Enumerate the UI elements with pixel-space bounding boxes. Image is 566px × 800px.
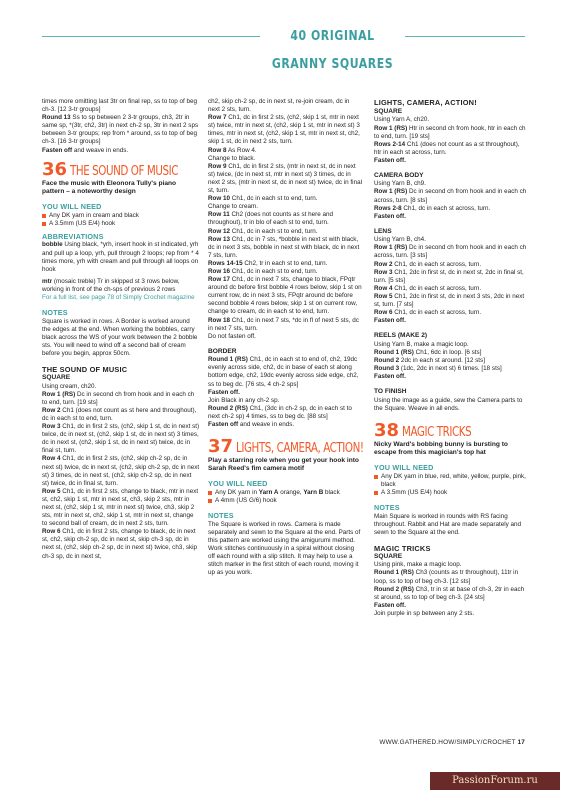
instructions	[208, 98, 362, 341]
step-label: Row 3	[42, 423, 61, 431]
step-label: Row 6	[374, 309, 393, 317]
step-label: Row 1 (RS)	[374, 244, 408, 252]
header-rule-right	[405, 36, 525, 37]
instruction-row	[42, 528, 200, 560]
step-text: Dc in second ch from hook and in each ch across, turn. [3 sts]	[374, 244, 527, 260]
abbr-term: bobble	[42, 241, 63, 249]
section-heading: NOTES	[42, 308, 68, 318]
abbr-def: Using black, *yrh, insert hook in st indicated, yrh and pull up a loop, yrh, pull through 2 loops; rep from * 4 times more, yrh with cream and pull through all loops on hook	[42, 241, 199, 273]
step-label: Row 7	[208, 114, 227, 122]
pattern-intro: Face the music with Eleonora Tully's piano pattern – a noteworthy design	[42, 179, 177, 196]
instruction-row	[208, 163, 362, 195]
list-item-text: Any DK yarn in blue, red, white, yellow, purple, pink, black	[381, 472, 526, 488]
instruction-row	[374, 180, 528, 188]
instruction-row	[374, 373, 528, 381]
instruction-row	[208, 356, 362, 388]
step-text: Ch1, dc in first 2 sts, (ch2, skip ch-2 sp, dc in next st) twice, dc in next st, (ch2, skip ch-2 sp, dc in next st) 3 times, dc in next st, (ch2, skip ch-2 sp, dc in next st) twice, dc in final st, turn.	[42, 455, 200, 487]
reference-link[interactable]: For a full list, see page 78 of Simply Crochet magazine	[42, 294, 195, 301]
step-text: Ch1, dc in first 2 sts, change to black, dc in next st, ch2, skip ch-2 sp, dc in next st, skip ch-3 sp, dc in next st, (ch2, skip ch-2 sp, dc in next st) twice, ch3, skip ch-3 sp, dc in next st,	[42, 528, 198, 560]
pattern-number: 37	[208, 436, 234, 458]
continued-text	[42, 98, 200, 155]
instruction-row	[374, 365, 528, 373]
step-text: Join Black in any ch-2 sp.	[208, 396, 280, 404]
sub-heading: REELS (MAKE 2)	[374, 332, 428, 340]
step-label: Fasten off	[208, 420, 239, 428]
step-text: Ch1, dc in each st to end, turn.	[230, 227, 318, 235]
instruction-row	[374, 236, 528, 244]
instruction-row	[208, 268, 362, 276]
step-label: Round 2 (RS)	[374, 585, 414, 593]
step-label: Row 12	[208, 227, 231, 235]
pattern-number: 36	[42, 158, 68, 180]
section-heading: YOU WILL NEED	[42, 202, 102, 212]
instructions	[42, 383, 200, 561]
bullet-icon	[42, 214, 46, 218]
instruction-row	[374, 213, 528, 221]
instruction-row	[42, 383, 200, 391]
abbr-def: (mosaic treble) Tr in skipped st 3 rows below, working in front of the ch-sps of previous 2 rows	[42, 277, 180, 293]
step-text: Ch3, tr in st at base of ch-3, 2tr in each st around, ss to top of beg ch-3. [24 sts]	[374, 585, 525, 601]
list-item	[42, 212, 200, 220]
text-run: black	[323, 489, 340, 497]
pattern-37-title	[208, 436, 364, 458]
step-text: Ch1, 2dc in first st, dc in next st, 2dc in final st, turn. [5 sts]	[374, 268, 524, 284]
instruction-row	[374, 586, 528, 602]
instruction-row	[374, 317, 528, 325]
step-label: Fasten off.	[208, 388, 240, 396]
instruction-row	[374, 285, 528, 293]
instruction-row	[374, 244, 528, 260]
step-label: Row 5	[42, 487, 61, 495]
sub-heading: CAMERA BODY	[374, 171, 424, 179]
instruction-row	[208, 195, 362, 203]
list-item	[208, 489, 362, 497]
instruction-row	[42, 455, 200, 487]
instruction-row	[208, 397, 362, 405]
step-label: Round 13	[42, 114, 71, 122]
column-3	[374, 98, 528, 618]
step-text: Ch1, 6dc in loop. [6 sts]	[413, 348, 482, 356]
abbreviation	[42, 241, 200, 273]
list-item-text	[215, 489, 340, 497]
step-text: (1dc, 2dc in next st) 6 times. [18 sts]	[399, 364, 502, 372]
pattern-heading: LIGHTS, CAMERA, ACTION!	[374, 98, 477, 107]
step-text: 2dc in each st around. [12 sts]	[399, 356, 485, 364]
instruction-row	[208, 236, 362, 260]
step-text: Ch2, tr in each st to end, turn.	[242, 259, 328, 267]
step-text: Ch1, dc in each st across, turn.	[392, 284, 482, 292]
section-heading: NOTES	[374, 503, 400, 513]
notes-text: Square is worked in rows. A Border is worked around the edges at the end. When working the bobbles, carry black across the WS of your work between the 2 bobble sts. You will need to wind off a second ball of cream before you begin, approx 50cm.	[42, 317, 198, 358]
paragraph: times more omitting last 3tr on final rep, ss to top of beg ch-3. [12 3-tr groups]	[42, 98, 198, 114]
step-text: Ch2 (does not counts as st here and throughout), tr in blo of each st to end, turn.	[208, 211, 333, 227]
step-label: Round 2 (RS)	[208, 404, 248, 412]
sub-heading: LENS	[374, 227, 392, 235]
instruction-row	[374, 157, 528, 165]
instruction-row	[208, 211, 362, 227]
step-text: Ch1, dc in each st across, turn.	[392, 260, 482, 268]
step-label: Row 17	[208, 276, 231, 284]
step-label: Rows 14-15	[208, 259, 243, 267]
step-label: Rows 2-14	[374, 140, 406, 148]
step-label: Row 1 (RS)	[374, 188, 408, 196]
bullet-icon	[374, 491, 378, 495]
border-instructions	[208, 356, 362, 429]
step-label: Round 1 (RS)	[374, 348, 414, 356]
instruction-row	[208, 317, 362, 333]
step-text: Ch1, dc in each st across, turn.	[392, 309, 482, 317]
step-text: and weave in ends.	[72, 146, 129, 154]
step-text: Do not fasten off.	[208, 332, 256, 340]
step-label: Row 11	[208, 211, 230, 219]
page-header	[0, 22, 566, 72]
instruction-row	[208, 421, 362, 429]
step-label: Row 13	[208, 235, 231, 243]
step-label: Fasten off.	[374, 373, 406, 381]
instruction-row	[208, 260, 362, 268]
text-run: Yarn B	[303, 489, 324, 497]
step-text: and weave in ends.	[238, 420, 295, 428]
step-text: Ch1, dc in first 2 sts, (mtr in next st, dc in next st) twice, (dc in next st, mtr in next st) 3 times, dc in next 2 sts, (mtr in next st, dc in next st) twice, dc in final st, turn.	[208, 162, 362, 195]
pattern-intro: Nicky Ward's bobbing bunny is bursting to escape from this magician's top hat	[374, 440, 508, 457]
step-label: Row 6	[42, 528, 61, 536]
paragraph	[42, 147, 200, 155]
step-label: Row 18	[208, 316, 231, 324]
column-2	[208, 98, 362, 578]
instruction-row	[374, 341, 528, 349]
step-label: Fasten off.	[374, 156, 406, 164]
step-text: Ch1, dc in next 7 sts, change to black, FPqtr around dc before first bobble 4 rows below, skip 1 st on current row, dc in next 3 sts, FPqtr around dc before second bobble 4 rows below, skip 1 st on current row, change to cream, dc in each st to end, turn.	[208, 276, 362, 316]
step-text: Using pink, make a magic loop.	[374, 561, 462, 569]
instruction-row	[208, 333, 362, 341]
step-text: Change to black.	[208, 154, 256, 162]
list-item-text: A 3.5mm (US E/4) hook	[49, 219, 116, 227]
step-label: Row 2	[42, 406, 61, 414]
instruction-row	[42, 391, 200, 407]
instruction-row	[208, 276, 362, 316]
paragraph	[42, 114, 200, 146]
finish-text: Using the image as a guide, sew the Camera parts to the Square. Weave in all ends.	[374, 396, 523, 412]
step-text: Ch3 (counts as tr throughout), 11tr in loop, ss to top of beg ch-3. [12 sts]	[374, 569, 519, 585]
instruction-row	[374, 602, 528, 610]
step-text: Htr in second ch from hook, htr in each ch to end, turn. [19 sts]	[374, 124, 526, 140]
section-heading: ABBREVIATIONS	[42, 231, 104, 241]
instruction-row	[208, 98, 362, 114]
list-item-text: A 3.5mm (US E/4) hook	[381, 488, 448, 496]
text-run: Yarn A	[258, 489, 279, 497]
footer-url[interactable]: WWW.GATHERED.HOW/SIMPLY/CROCHET	[379, 739, 516, 746]
step-text: Ch1 (does not count as a st throughout), htr in each st across, turn.	[374, 140, 520, 156]
step-label: Row 4	[374, 284, 393, 292]
step-text: Ch1, dc in each st to end of, ch2, 19dc evenly across side, ch2, dc in base of each st along bottom edge, ch2, 19dc evenly across side edge, ch2, ss to beg dc. [76 sts, 4 ch-2 sps]	[208, 356, 359, 388]
instruction-row	[208, 405, 362, 421]
step-label: Rows 2-8	[374, 204, 402, 212]
notes-text: The Square is worked in rows. Camera is made separately and sewn to the Square at the end. Parts of this pattern are worked using the amigurumi method. Work stitches continuously in a spiral without closing off each round with a slip stitch. It may help to use a stitch marker in the first stitch of each round, moving it up as you work.	[208, 520, 361, 577]
pattern-38-title	[374, 419, 528, 441]
instruction-row	[208, 228, 362, 236]
instruction-row	[42, 407, 200, 423]
sub-heading: SQUARE	[42, 374, 71, 382]
instruction-row	[374, 610, 528, 618]
watermark-logo: PassionForum.ru	[430, 772, 560, 790]
step-text: Join purple in sp between any 2 sts.	[374, 609, 475, 617]
step-text: Ch1 (does not count as st here and throughout), dc in each st to end, turn.	[42, 406, 197, 422]
step-text: Ch1, dc in next 7 sts, *dc in fl of next 5 sts, dc in next 7 sts, turn.	[208, 316, 359, 332]
step-text: Ch1, dc in first 2 sts, (ch2, skip 1 st, mtr in next st) twice, mtr in next st, (ch2, skip 1 st, mtr in next st) 3 times, mtr in next st, (ch2, skip 1 st, mtr in next st, ch2, skip 1 st, dc in next 2 sts, turn.	[208, 114, 360, 146]
sub-heading: BORDER	[208, 347, 237, 355]
instruction-row	[374, 205, 528, 213]
step-label: Row 2	[374, 260, 393, 268]
instruction-row	[374, 569, 528, 585]
step-label: Row 1 (RS)	[42, 390, 76, 398]
pattern-name: THE SOUND OF MUSIC	[70, 162, 179, 179]
instruction-row	[374, 116, 528, 124]
instruction-row	[374, 293, 528, 309]
list-item	[42, 220, 200, 228]
pattern-name: MAGIC TRICKS	[402, 423, 472, 440]
pattern-intro: Play a starring role when you get your hook into Sarah Reed's fim camera motif	[208, 457, 359, 473]
list-item	[208, 497, 362, 505]
list-item-text: Any DK yarn in cream and black	[49, 211, 139, 219]
instruction-row	[208, 155, 362, 163]
instruction-row	[208, 147, 362, 155]
step-label: Row 9	[208, 162, 227, 170]
list-item	[374, 473, 528, 489]
bullet-icon	[42, 222, 46, 226]
step-label: Row 16	[208, 267, 231, 275]
instruction-row	[374, 125, 528, 141]
pattern-name: LIGHTS, CAMERA, ACTION!	[236, 440, 364, 457]
sub-heading: SQUARE	[374, 108, 403, 115]
instruction-row	[374, 188, 528, 204]
bullet-icon	[374, 475, 378, 479]
step-label: Row 8	[208, 146, 227, 154]
header-rule-left	[42, 36, 260, 37]
instruction-row	[374, 141, 528, 157]
pattern-heading: THE SOUND OF MUSIC	[42, 365, 128, 375]
column-1	[42, 98, 200, 561]
step-label: Fasten off.	[374, 317, 406, 325]
step-label: Row 3	[374, 268, 393, 276]
step-text: Ch1, (3dc in ch-2 sp, dc in each st to next ch-2 sp) 4 times, ss to beg dc. [88 sts]	[208, 404, 352, 420]
instruction-row	[374, 349, 528, 357]
step-text: Ch1, dc in first 2 sts, (ch2, skip 1 st, dc in next st) twice, dc in next st, (ch2, skip 1 st, dc in next st) 3 times, dc in next st, (ch2, skip 1 st, dc in next st) twice, dc in final st, turn.	[42, 423, 200, 455]
list-item-text: A 4mm (US G/6) hook	[215, 497, 277, 505]
pattern-36-title	[42, 158, 200, 180]
step-text: As Row 4.	[226, 146, 257, 154]
instruction-row	[374, 357, 528, 365]
instruction-row	[208, 203, 362, 211]
step-text: Ss to sp between 2 3-tr groups, ch3, 2tr in same sp, *(3tr, ch2, 3tr) in next ch-2 sp, 3tr in next 2 sps between 3-tr groups; rep from * around, ss to top of beg ch-3. [16 3-tr groups]	[42, 114, 199, 146]
step-label: Row 1 (RS)	[374, 124, 408, 132]
step-text: Using Yarn B, make a magic loop.	[374, 340, 469, 348]
instruction-row	[374, 561, 528, 569]
instruction-row	[42, 488, 200, 528]
step-label: Round 2	[374, 356, 400, 364]
step-label: Row 5	[374, 292, 393, 300]
instruction-row	[374, 269, 528, 285]
abbreviation	[42, 278, 200, 294]
step-text: Ch1, dc in first 2 sts, change to black, mtr in next st, ch2, skip 1 st, mtr in next st, ch3, skip 2 sts, mtr in next st, (ch2, skip 1 st, mtr in next st) twice, ch3, skip 2 sts, mtr in next st, ch2, skip 1 st, mtr in next st, change to second ball of cream, dc in next 2 sts, turn.	[42, 487, 199, 528]
list-item	[374, 489, 528, 497]
instruction-row	[374, 309, 528, 317]
step-text: Ch1, dc in each st to end, turn.	[230, 267, 318, 275]
step-label: Round 1 (RS)	[208, 356, 248, 364]
sub-heading: SQUARE	[374, 552, 403, 560]
instruction-row	[208, 114, 362, 146]
section-heading: YOU WILL NEED	[208, 479, 268, 489]
step-text: Using cream, ch20.	[42, 382, 97, 390]
step-text: Ch1, dc in each st across, turn.	[401, 204, 491, 212]
step-text: Ch1, dc in each st to end, turn.	[230, 195, 318, 203]
sub-heading: TO FINISH	[374, 388, 407, 396]
step-text: ch2, skip ch-2 sp, dc in next st, re-join cream, dc in next 2 sts, turn.	[208, 98, 350, 114]
page-title: 40 ORIGINAL GRANNY SQUARES	[271, 28, 394, 72]
bullet-icon	[208, 499, 212, 503]
step-text: Ch1, dc in 7 sts, *bobble in next st with black, dc in next 3 sts, bobble in next st with black, dc in next 7 sts, turn.	[208, 235, 360, 259]
step-text: Using Yarn B, ch9.	[374, 180, 426, 188]
text-run: Any DK yarn in	[215, 489, 259, 497]
step-text: Ch1, 2dc in first st, dc in next 3 sts, 2dc in next st, turn. [7 sts]	[374, 292, 525, 308]
step-label: Fasten off.	[374, 601, 406, 609]
instruction-row	[42, 423, 200, 455]
page-number: 17	[517, 739, 525, 746]
notes-text: Main Square is worked in rounds with RS facing throughout. Rabbit and Hat are made separately and sewn to the Square at the end.	[374, 512, 522, 536]
step-label: Row 10	[208, 195, 231, 203]
step-label: Fasten off.	[374, 212, 406, 220]
step-text: Using Yarn B, ch4.	[374, 236, 426, 244]
pattern-heading: MAGIC TRICKS	[374, 543, 431, 553]
step-text: Change to cream.	[208, 203, 259, 211]
step-label: Round 3	[374, 364, 400, 372]
text-run: orange,	[278, 489, 304, 497]
pattern-number: 38	[374, 419, 400, 441]
step-label: Round 1 (RS)	[374, 569, 414, 577]
instruction-row	[208, 389, 362, 397]
step-label: Fasten off	[42, 146, 73, 154]
step-label: Row 4	[42, 455, 61, 463]
section-heading: YOU WILL NEED	[374, 463, 434, 473]
section-heading: NOTES	[208, 511, 234, 521]
bullet-icon	[208, 491, 212, 495]
instruction-row	[374, 261, 528, 269]
step-text: Dc in second ch from hook and in each ch to end, turn. [19 sts]	[42, 390, 195, 406]
step-text: Dc in second ch from hook and in each ch across, turn. [8 sts]	[374, 188, 527, 204]
page-footer	[300, 739, 525, 746]
step-text: Using Yarn A, ch20.	[374, 116, 430, 124]
abbr-term: mtr	[42, 277, 53, 285]
